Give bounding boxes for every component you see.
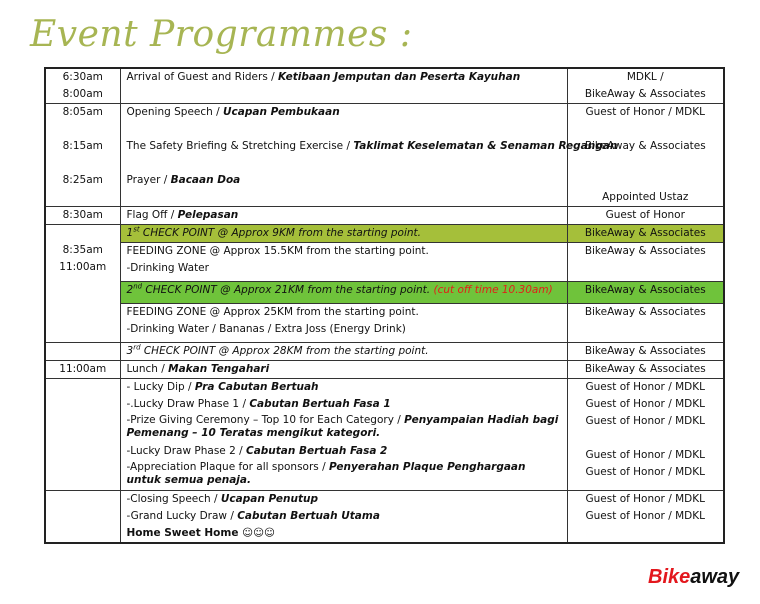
time-cell: 8:35am 11:00am <box>45 225 120 343</box>
programme-table <box>44 67 725 544</box>
table-row <box>45 379 724 491</box>
feeding-zone-1: FEEDING ZONE @ Approx 15.5KM from the starting point. -Drinking Water <box>120 243 567 282</box>
checkpoint-3: 3rd CHECK POINT @ Approx 28KM from the starting point. <box>120 343 567 361</box>
table-row <box>45 68 724 104</box>
time-cell: 6:30am 8:00am <box>45 68 120 104</box>
activity-cell: - Lucky Dip / Pra Cabutan Bertuah -.Lucky Draw Phase 1 / Cabutan Bertuah Fasa 1 -Prize Giving Ceremony – Top 10 for Each Category / Penyampaian Hadiah bagi Pemenang – 10 Teratas mengikut kategori. -Lucky Draw Phase 2 / Cabutan Bertuah Fasa 2 -Appreciation Plaque for all sponsors / Penyerahan Plaque Penghargaan untuk semua penaja. <box>120 379 567 491</box>
table-row <box>45 104 724 207</box>
checkpoint-2: 2nd CHECK POINT @ Approx 21KM from the starting point. (cut off time 10.30am) <box>120 282 567 304</box>
feeding-zone-2: FEEDING ZONE @ Approx 25KM from the starting point. -Drinking Water / Bananas / Extra Joss (Energy Drink) <box>120 304 567 343</box>
table-row: FEEDING ZONE @ Approx 25KM from the starting point. -Drinking Water / Bananas / Extra Joss (Energy Drink) BikeAway & Associates <box>45 304 724 343</box>
table-row: 3rd CHECK POINT @ Approx 28KM from the starting point. BikeAway & Associates <box>45 343 724 361</box>
activity-cell: -Closing Speech / Ucapan Penutup -Grand Lucky Draw / Cabutan Bertuah Utama Home Sweet Home ☺☺☺ <box>120 491 567 544</box>
table-row: 11:00am Lunch / Makan Tengahari BikeAway & Associates <box>45 361 724 379</box>
activity-cell: Opening Speech / Ucapan Pembukaan The Safety Briefing & Stretching Exercise / Taklimat Keselematan & Senaman Regangan Prayer / Bacaan Doa <box>120 104 567 207</box>
page-title: Event Programmes : <box>30 14 413 55</box>
table-row: FEEDING ZONE @ Approx 15.5KM from the starting point. -Drinking Water BikeAway & Associates <box>45 243 724 282</box>
bikeaway-logo: Bikeaway <box>648 566 740 588</box>
checkpoint-1: 1st CHECK POINT @ Approx 9KM from the starting point. <box>120 225 567 243</box>
table-row: 2nd CHECK POINT @ Approx 21KM from the starting point. (cut off time 10.30am) BikeAway & Associates <box>45 282 724 304</box>
responsible-cell: Guest of Honor / MDKL Guest of Honor / MDKL <box>567 491 724 544</box>
table-row: 8:30am Flag Off / Pelepasan Guest of Honor <box>45 207 724 225</box>
time-cell: 8:05am 8:15am 8:25am <box>45 104 120 207</box>
activity-cell: Arrival of Guest and Riders / Ketibaan Jemputan dan Peserta Kayuhan <box>120 68 567 104</box>
responsible-cell: MDKL / BikeAway & Associates <box>567 68 724 104</box>
responsible-cell: Guest of Honor / MDKL Guest of Honor / MDKL Guest of Honor / MDKL Guest of Honor / MDKL Guest of Honor / MDKL <box>567 379 724 491</box>
table-row <box>45 491 724 544</box>
responsible-cell: Guest of Honor / MDKL BikeAway & Associates Appointed Ustaz <box>567 104 724 207</box>
table-row: 8:35am 11:00am 1st CHECK POINT @ Approx 9KM from the starting point. BikeAway & Associates <box>45 225 724 243</box>
